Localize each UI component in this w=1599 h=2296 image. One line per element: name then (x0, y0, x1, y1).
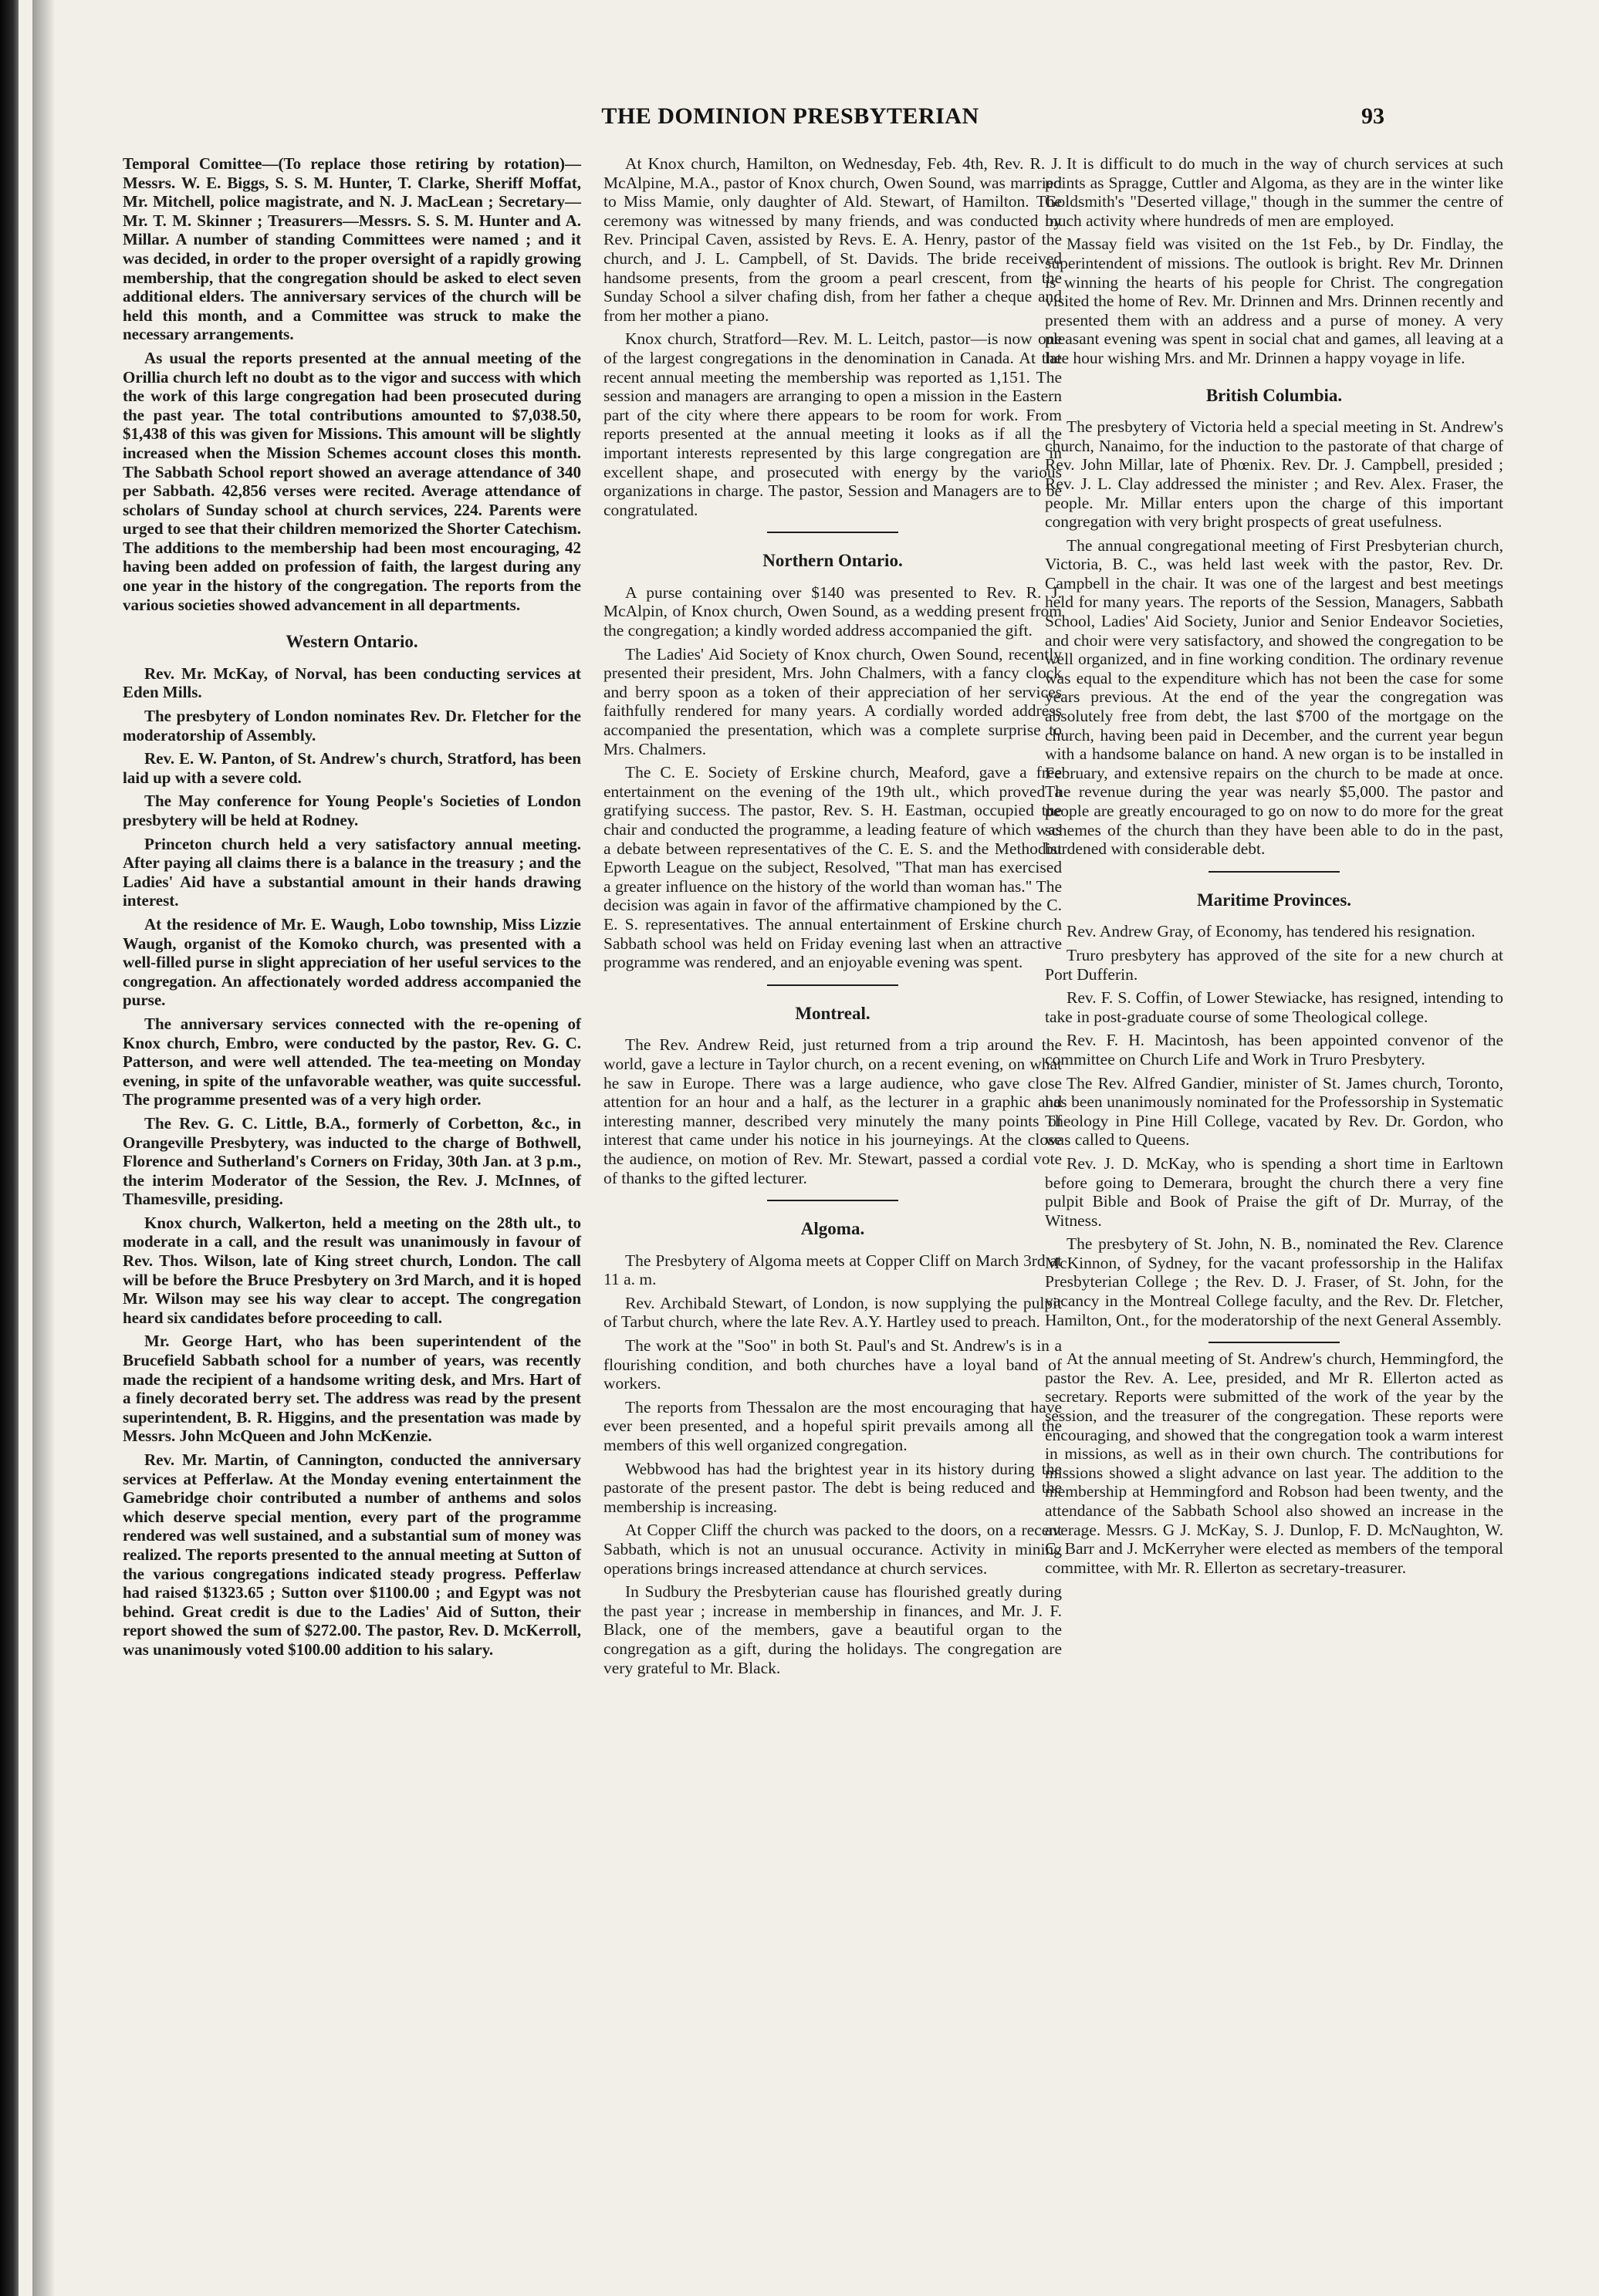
news-paragraph: It is difficult to do much in the way of church services at such points as Spragge, Cuttler and Algoma, as they are in the winter like Goldsmith's "Deserted village," though in the summer the centre of much activity where hundreds of men are employed. (1045, 154, 1503, 230)
news-paragraph: At Knox church, Hamilton, on Wednesday, Feb. 4th, Rev. R. J. McAlpine, M.A., pastor of Knox church, Owen Sound, was married to Miss Mamie, only daughter of Ald. Stewart, of Hamilton. The ceremony was witnessed by many friends, and was conducted by Rev. Principal Caven, assisted by Revs. E. A. Henry, pastor of the church, and J. L. Campbell, of St. Davids. The bride received handsome presents, from the groom a pearl crescent, from the Sunday School a silver chafing dish, from her father a cheque and from her mother a piano. (603, 154, 1062, 325)
news-paragraph: The annual congregational meeting of First Presbyterian church, Victoria, B. C., was held last week with the pastor, Rev. Dr. Campbell in the chair. It was one of the largest and best meetings held for many years. The reports of the Session, Managers, Sabbath School, Ladies' Aid Society, Junior and Senior Endeavor Societies, and choir were very satisfactory, and showed the congregation to be well organized, and in fine working condition. The ordinary revenue was equal to the expenditure which has not been the case for some years previous. At the end of the year the congregation was absolutely free from debt, the last $700 of the mortgage on the church, having been paid in December, and the current year begun with a handsome balance on hand. A new organ is to be installed in February, and extensive repairs on the church to be made at once. The revenue during the year was nearly $5,000. The pastor and people are greatly encouraged to go on now to do more for the great schemes of the church than they have been able to do in the past, burdened with considerable debt. (1045, 535, 1503, 859)
section-heading-british-columbia: British Columbia. (1205, 385, 1343, 405)
page-header (19, 0, 1599, 147)
news-paragraph: In Sudbury the Presbyterian cause has flourished greatly during the past year ; increase in membership in finances, and Mr. J. F. Black, one of the members, gave a beautiful organ to the congregation as a gift, during the holidays. The congregation are very grateful to Mr. Black. (603, 1582, 1062, 1677)
column-left (123, 154, 581, 1664)
section-divider (767, 532, 898, 533)
news-paragraph: The Presbytery of Algoma meets at Copper Cliff on March 3rd at 11 a. m. (603, 1251, 1062, 1289)
news-paragraph: Rev. F. S. Coffin, of Lower Stewiacke, has resigned, intending to take in post-graduate course of some Theological college. (1045, 988, 1503, 1026)
section-heading-northern-ontario: Northern Ontario. (762, 551, 903, 571)
news-paragraph: Temporal Comittee—(To replace those retiring by rotation)—Messrs. W. E. Biggs, S. S. M. Hunter, T. Clarke, Sheriff Moffat, Mr. Mitchell, police magistrate, and N. J. MacLean ; Secretary—Mr. T. M. Skinner ; Treasurers—Messrs. S. S. M. Hunter and A. Millar. A number of standing Committees were named ; and it was decided, in order to the proper oversight of a rapidly growing membership, that the congregation should be asked to elect seven additional elders. The anniversary services of the church will be held this month, and a Committee was struck to make the necessary arrangements. (123, 154, 581, 344)
news-paragraph: The presbytery of London nominates Rev. Dr. Fletcher for the moderatorship of Assembly. (123, 707, 581, 745)
news-paragraph: A purse containing over $140 was presented to Rev. R. J. McAlpin, of Knox church, Owen Sound, as a wedding present from the congregation; a kindly worded address accompanied the gift. (603, 582, 1062, 640)
scan-shadow (32, 0, 56, 2296)
section-divider (1209, 1342, 1340, 1343)
newspaper-page (19, 0, 1599, 2296)
news-paragraph: The Rev. Alfred Gandier, minister of St. James church, Toronto, has been unanimously nominated for the Professorship in Systematic Theology in Pine Hill College, vacated by Rev. Dr. Gordon, who was called to Queens. (1045, 1073, 1503, 1150)
news-paragraph: Rev. F. H. Macintosh, has been appointed convenor of the committee on Church Life and Work in Truro Presbytery. (1045, 1031, 1503, 1069)
news-paragraph: Knox church, Stratford—Rev. M. L. Leitch, pastor—is now one of the largest congregations in the denomination in Canada. At the recent annual meeting the membership was reported as 1,151. The session and managers are arranging to open a mission in the Eastern part of the city where there appears to be room for work. From reports presented at the annual meeting it looks as if all the important interests represented by this large congregation are in excellent shape, and prosecuted with energy by the various organizations in charge. The pastor, Session and Managers are to be congratulated. (603, 329, 1062, 519)
news-paragraph: As usual the reports presented at the annual meeting of the Orillia church left no doubt as to the vigor and success with which the work of this large congregation had been prosecuted during the past year. The total contributions amounted to $7,038.50, $1,438 of this was given for Missions. This amount will be slightly increased when the Mission Schemes account closes this month. The Sabbath School report showed an average attendance of 340 per Sabbath. 42,856 verses were recited. Average attendance of scholars of Sunday school at church services, 224. Parents were urged to see that their children memorized the Shorter Catechism. The additions to the membership had been most encouraging, 42 having been added on profession of faith, the largest during any one year in the history of the congregation. The reports from the various societies showed advancement in all departments. (123, 348, 581, 614)
news-paragraph: The May conference for Young People's Societies of London presbytery will be held at Rodney. (123, 792, 581, 829)
news-paragraph: The Rev. G. C. Little, B.A., formerly of Corbetton, &c., in Orangeville Presbytery, was inducted to the charge of Bothwell, Florence and Sutherland's Corners on Friday, 30th Jan. at 3 p.m., the interim Moderator of the Session, the Rev. J. McInnes, of Thamesville, presiding. (123, 1113, 581, 1209)
column-right (1045, 154, 1503, 1582)
news-paragraph: Rev. J. D. McKay, who is spending a short time in Earltown before going to Demerara, brought the church there a very fine pulpit Bible and Book of Praise the gift of Dr. Murray, of the Witness. (1045, 1153, 1503, 1230)
news-paragraph: At the residence of Mr. E. Waugh, Lobo township, Miss Lizzie Waugh, organist of the Komoko church, was presented with a well-filled purse in slight appreciation of her useful services to the congregation. An affectionately worded address accompanied the purse. (123, 914, 581, 1010)
section-divider (767, 984, 898, 986)
running-title: THE DOMINION PRESBYTERIAN (601, 103, 979, 129)
news-paragraph: The Rev. Andrew Reid, just returned from a trip around the world, gave a lecture in Taylor church, on a recent evening, on what he saw in Europe. There was a large audience, who gave close attention for an hour and a half, as the lecturer in a graphic and interesting manner, described very minutely the many points of interest that came under his notice in his journeyings. At the close the audience, on motion of Rev. Mr. Stewart, passed a cordial vote of thanks to the gifted lecturer. (603, 1035, 1062, 1187)
news-paragraph: The presbytery of St. John, N. B., nominated the Rev. Clarence McKinnon, of Sydney, for the vacant professorship in the Halifax Presbyterian College ; the Rev. D. J. Fraser, of St. John, for the vacancy in the Montreal College faculty, and the Rev. Dr. Fletcher, Hamilton, Ont., for the moderatorship of the next General Assembly. (1045, 1234, 1503, 1329)
page-number: 93 (1361, 103, 1384, 129)
section-heading-western-ontario: Western Ontario. (286, 632, 418, 652)
section-heading-algoma: Algoma. (800, 1219, 865, 1239)
news-paragraph: Rev. Mr. McKay, of Norval, has been conducting services at Eden Mills. (123, 663, 581, 702)
scan-edge (0, 0, 19, 2296)
news-paragraph: Truro presbytery has approved of the site for a new church at Port Dufferin. (1045, 945, 1503, 984)
news-paragraph: The C. E. Society of Erskine church, Meaford, gave a free entertainment on the evening of the 19th ult., which proved a gratifying success. The pastor, Rev. S. H. Eastman, occupied the chair and conducted the programme, a leading feature of which was a debate between representatives of the C. E. S. and the Methodist Epworth League on the subject, Resolved, "That man has exercised a greater influence on the history of the world than woman has." The decision was again in favor of the affirmative championed by the C. E. S. representatives. The annual entertainment of Erskine church Sabbath school was held on Friday evening last when an attractive programme was rendered, and an enjoyable evening was spent. (603, 763, 1062, 972)
news-paragraph: Rev. Archibald Stewart, of London, is now supplying the pulpit of Tarbut church, where the late Rev. A.Y. Hartley used to preach. (603, 1293, 1062, 1332)
news-paragraph: Webbwood has had the brightest year in its history during the pastorate of the present pastor. The debt is being reduced and the membership is increasing. (603, 1459, 1062, 1516)
section-heading-montreal: Montreal. (795, 1003, 870, 1023)
section-divider (767, 1200, 898, 1201)
section-heading-maritime-provinces: Maritime Provinces. (1196, 890, 1352, 910)
news-paragraph: The anniversary services connected with the re-opening of Knox church, Embro, were conducted by the pastor, Rev. G. C. Patterson, and were well attended. The tea-meeting on Monday evening, in spite of the unfavorable weather, was quite successful. The programme presented was of a very high order. (123, 1014, 581, 1109)
news-paragraph: Princeton church held a very satisfactory annual meeting. After paying all claims there is a balance in the treasury ; and the Ladies' Aid have a substantial amount in their hands drawing interest. (123, 834, 581, 910)
column-middle (603, 154, 1062, 1682)
news-paragraph: The work at the "Soo" in both St. Paul's and St. Andrew's is in a flourishing condition, and both churches have a loyal band of workers. (603, 1336, 1062, 1393)
news-paragraph: Knox church, Walkerton, held a meeting on the 28th ult., to moderate in a call, and the result was unanimously in favour of Rev. Thos. Wilson, late of King street church, London. The call will be before the Bruce Presbytery on 3rd March, and it is hoped Mr. Wilson may see his way clear to accept. The congregation heard six candidates before proceeding to call. (123, 1213, 581, 1327)
news-paragraph: At the annual meeting of St. Andrew's church, Hemmingford, the pastor the Rev. A. Lee, presided, and Mr R. Ellerton acted as secretary. Reports were submitted of the work of the year by the session, and the treasurer of the congregation. These reports were encouraging, and showed that the congregation took a warm interest in missions, as well as in their own church. The contributions for missions showed a slight advance on last year. The addition to the membership at Hemmingford and Robson had been twenty, and the attendance of the Sabbath School also showed an increase in the average. Messrs. G J. McKay, S. J. Dunlop, F. D. McNaughton, W. C. Barr and J. McKerryher were elected as members of the temporal committee, with Mr. R. Ellerton as secretary-treasurer. (1045, 1349, 1503, 1577)
news-paragraph: Massay field was visited on the 1st Feb., by Dr. Findlay, the superintendent of missions. The outlook is bright. Rev Mr. Drinnen is winning the hearts of his people for Christ. The congregation visited the home of Rev. Mr. Drinnen and Mrs. Drinnen recently and presented them with an address and a purse of money. A very pleasant evening was spent in social chat and games, all leaving at a late hour wishing Mrs. and Mr. Drinnen a happy voyage in life. (1045, 235, 1503, 367)
news-paragraph: Mr. George Hart, who has been superintendent of the Brucefield Sabbath school for a number of years, was recently made the recipient of a handsome writing desk, and Mrs. Hart of a finely decorated berry set. The address was read by the present superintendent, B. R. Higgins, and the presentation was made by Messrs. John McQueen and John McKenzie. (123, 1332, 581, 1446)
news-paragraph: Rev. Mr. Martin, of Cannington, conducted the anniversary services at Pefferlaw. At the Monday evening entertainment the Gamebridge choir contributed a number of anthems and solos which deserve special mention, every part of the programme rendered was well sustained, and a substantial sum of money was realized. The reports presented to the annual meeting at Sutton of the various congregations indicated steady progress. Pefferlaw had raised $1323.65 ; Sutton over $1100.00 ; and Egypt was not behind. Great credit is due to the Ladies' Aid of Sutton, their report showed the sum of $272.00. The pastor, Rev. D. McKerroll, was unanimously voted $100.00 addition to his salary. (123, 1450, 581, 1659)
news-paragraph: The Ladies' Aid Society of Knox church, Owen Sound, recently presented their president, Mrs. John Chalmers, with a fancy clock and berry spoon as a token of their appreciation of her services faithfully rendered for many years. A cordially worded address accompanied the presentation, which was a complete surprise to Mrs. Chalmers. (603, 644, 1062, 758)
news-paragraph: At Copper Cliff the church was packed to the doors, on a recent Sabbath, which is not an unusual occurance. Activity in mining operations brings increased attendance at church services. (603, 1521, 1062, 1578)
news-paragraph: Rev. Andrew Gray, of Economy, has tendered his resignation. (1067, 922, 1476, 941)
section-divider (1209, 871, 1340, 873)
news-paragraph: Rev. E. W. Panton, of St. Andrew's church, Stratford, has been laid up with a severe cold. (123, 749, 581, 787)
news-paragraph: The presbytery of Victoria held a special meeting in St. Andrew's church, Nanaimo, for the induction to the pastorate of that charge of Rev. John Millar, late of Phœnix. Rev. Dr. J. Campbell, presided ; Rev. J. L. Clay addressed the minister ; and Rev. Alex. Fraser, the people. Mr. Millar enters upon the charge of this important congregation with very bright prospects of great usefulness. (1045, 417, 1503, 532)
news-paragraph: The reports from Thessalon are the most encouraging that have ever been presented, and a hopeful spirit prevails among all the members of this well organized congregation. (603, 1397, 1062, 1455)
